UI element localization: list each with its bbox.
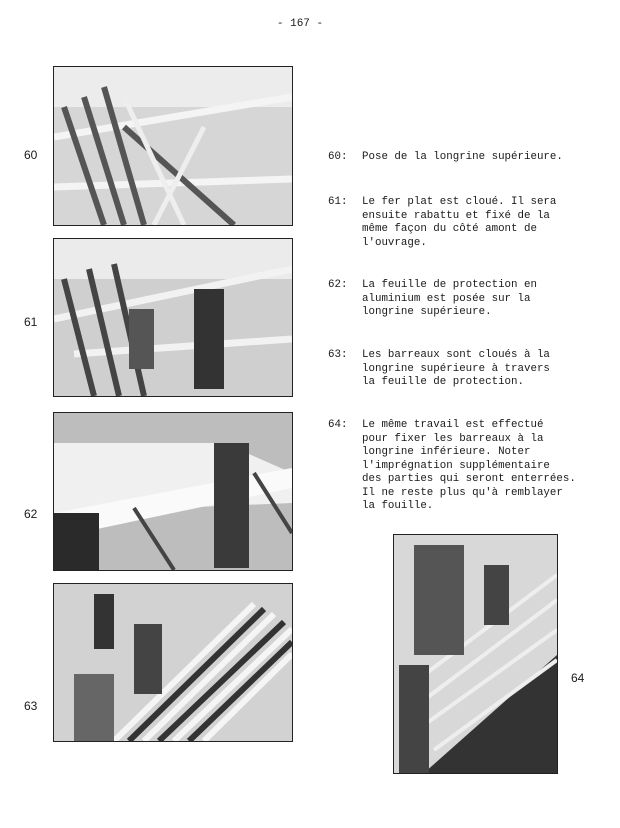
caption-text: Le fer plat est cloué. Il sera ensuite rabattu et fixé de la même façon du côté amont de l'ouvrage. xyxy=(362,196,557,249)
figure-label-61: 61 xyxy=(24,315,38,329)
caption-number: 62: xyxy=(328,279,348,291)
figure-label-62: 62 xyxy=(24,507,38,521)
caption-62 xyxy=(328,279,537,320)
figure-label-60: 60 xyxy=(24,148,38,162)
caption-number: 61: xyxy=(328,196,348,208)
photo-64 xyxy=(393,534,558,774)
photo-62 xyxy=(53,412,293,571)
caption-text: Le même travail est effectué pour fixer les barreaux à la longrine inférieure. Noter l'imprégnation supplémentaire des parties qui seront enterrées. Il ne reste plus qu'à remblayer la fouille. xyxy=(362,419,576,512)
photo-61 xyxy=(53,238,293,397)
caption-text: Pose de la longrine supérieure. xyxy=(362,151,563,163)
figure-label-63: 63 xyxy=(24,699,38,713)
caption-number: 60: xyxy=(328,151,348,163)
caption-text: La feuille de protection en aluminium est posée sur la longrine supérieure. xyxy=(362,279,537,318)
caption-number: 64: xyxy=(328,419,348,431)
caption-60 xyxy=(328,151,563,192)
figure-label-64: 64 xyxy=(571,671,585,685)
caption-61 xyxy=(328,196,557,249)
caption-64 xyxy=(328,419,576,512)
caption-text: Les barreaux sont cloués à la longrine supérieure à travers la feuille de protection. xyxy=(362,349,550,388)
photo-63 xyxy=(53,583,293,742)
caption-63 xyxy=(328,349,550,390)
caption-number: 63: xyxy=(328,349,348,361)
page-number: - 167 - xyxy=(276,18,324,30)
photo-60 xyxy=(53,66,293,226)
